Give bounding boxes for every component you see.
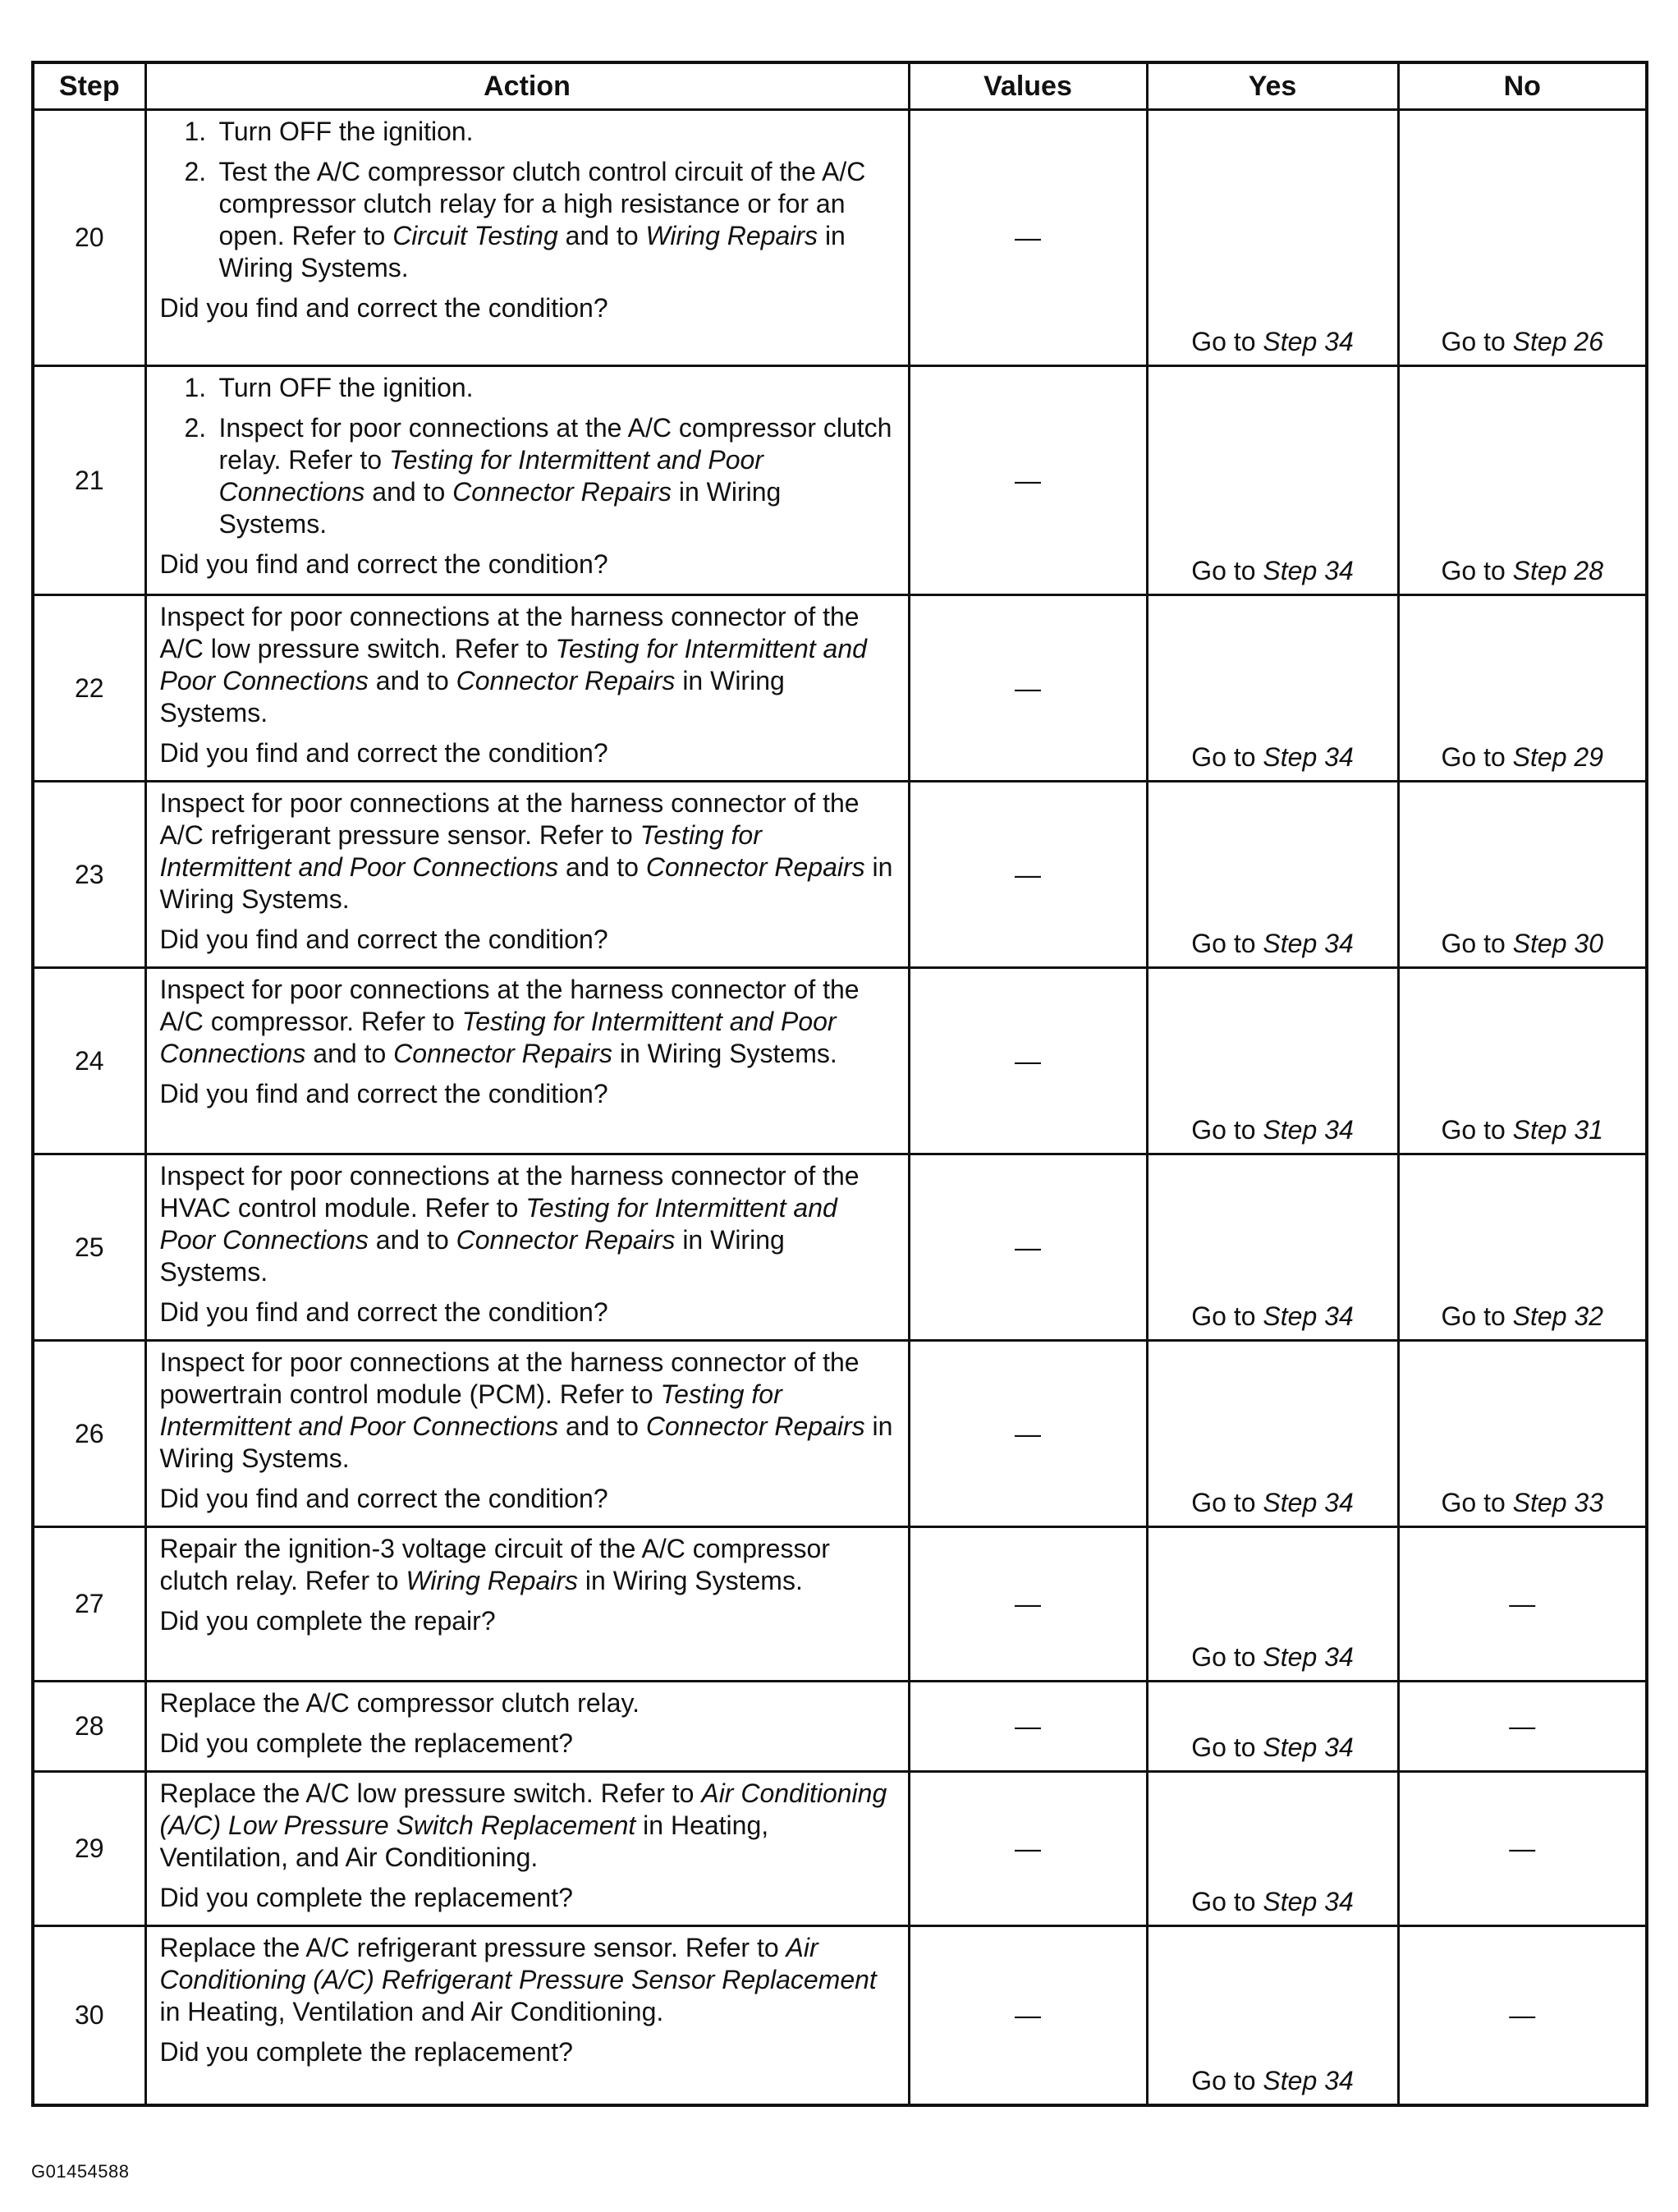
- reference-link-text: Step 34: [1263, 1115, 1354, 1145]
- reference-link-text: Connector Repairs: [645, 852, 865, 882]
- action-cell: [145, 595, 909, 782]
- text-segment: and to: [368, 1225, 456, 1255]
- step-index: 1.: [184, 117, 207, 146]
- text-segment: Go to: [1441, 742, 1513, 772]
- step-index: 2.: [184, 413, 207, 443]
- text-segment: Inspect for poor connections at the harness connector of the A/C low pressure switch. Refer to: [159, 602, 860, 663]
- reference-link-text: Step 31: [1512, 1115, 1603, 1145]
- action-cell: [145, 1772, 909, 1926]
- table-row: [33, 782, 1647, 968]
- values-cell: —: [909, 1527, 1147, 1682]
- text-segment: in Wiring Systems.: [218, 221, 846, 282]
- no-outcome: [1398, 110, 1647, 366]
- action-question: Did you complete the replacement?: [159, 2037, 573, 2067]
- step-instruction: [219, 372, 896, 404]
- no-outcome: [1398, 1341, 1647, 1527]
- text-segment: Go to: [1441, 327, 1513, 356]
- no-outcome: [1398, 595, 1647, 782]
- step-index: 2.: [184, 157, 207, 186]
- values-cell: —: [909, 366, 1147, 595]
- action-cell: [145, 1682, 909, 1772]
- text-segment: Go to: [1191, 742, 1263, 772]
- reference-link-text: Step 28: [1512, 556, 1603, 585]
- header-action: Action: [145, 62, 909, 110]
- text-segment: in Heating, Ventilation, and Air Conditioning.: [159, 1810, 769, 1872]
- action-instruction: [160, 1160, 896, 1288]
- text-segment: Repair the ignition-3 voltage circuit of the A/C compressor clutch relay. Refer to: [159, 1534, 830, 1595]
- text-segment: Inspect for poor connections at the A/C compressor clutch relay. Refer to: [218, 413, 892, 475]
- text-segment: and to: [364, 477, 453, 507]
- action-question: Did you find and correct the condition?: [159, 738, 608, 768]
- no-outcome: —: [1398, 1682, 1647, 1772]
- table-row: [33, 1154, 1647, 1341]
- step-number: 24: [33, 968, 145, 1154]
- table-row: [33, 1682, 1647, 1772]
- text-segment: in Heating, Ventilation and Air Conditioning.: [159, 1997, 664, 2026]
- text-segment: Go to: [1441, 556, 1513, 585]
- text-segment: Test the A/C compressor clutch control circuit of the A/C compressor clutch relay for a high resistance or for an open. Refer to: [218, 157, 866, 250]
- action-cell: [145, 110, 909, 366]
- values-cell: —: [909, 1682, 1147, 1772]
- step-number: 23: [33, 782, 145, 968]
- reference-link-text: Testing for Intermittent and Poor Connections: [159, 1007, 837, 1068]
- action-instruction: [160, 787, 896, 916]
- step-number: 28: [33, 1682, 145, 1772]
- action-instruction: [160, 601, 896, 729]
- yes-outcome: [1147, 1527, 1398, 1682]
- reference-link-text: Connector Repairs: [645, 1411, 865, 1441]
- no-outcome: [1398, 366, 1647, 595]
- action-cell: [145, 366, 909, 595]
- diagnostic-table: [31, 61, 1648, 2107]
- action-cell: [145, 1926, 909, 2105]
- action-question: Did you find and correct the condition?: [159, 549, 608, 579]
- no-outcome: [1398, 782, 1647, 968]
- table-row: [33, 366, 1647, 595]
- text-segment: and to: [305, 1039, 394, 1068]
- header-no: No: [1398, 62, 1647, 110]
- reference-link-text: Air Conditioning (A/C) Low Pressure Switch Replacement: [159, 1778, 887, 1840]
- action-question: Did you find and correct the condition?: [159, 1079, 608, 1108]
- text-segment: Go to: [1441, 1301, 1513, 1331]
- text-segment: Replace the A/C low pressure switch. Refer to: [159, 1778, 702, 1808]
- action-cell: [145, 968, 909, 1154]
- action-question: Did you complete the repair?: [159, 1606, 496, 1636]
- text-segment: Go to: [1191, 2065, 1263, 2095]
- table-row: [33, 1341, 1647, 1527]
- no-outcome: —: [1398, 1772, 1647, 1926]
- text-segment: Go to: [1441, 1115, 1513, 1145]
- action-cell: [145, 1154, 909, 1341]
- action-instruction: [160, 1932, 896, 2028]
- table-row: [33, 110, 1647, 366]
- reference-link-text: Testing for Intermittent and Poor Connections: [159, 1379, 782, 1441]
- reference-link-text: Step 34: [1263, 2065, 1354, 2095]
- action-cell: [145, 1341, 909, 1527]
- reference-link-text: Testing for Intermittent and Poor Connections: [218, 445, 763, 507]
- action-instruction: [160, 1533, 896, 1597]
- table-row: [33, 1926, 1647, 2105]
- text-segment: Turn OFF the ignition.: [218, 117, 474, 146]
- step-number: 30: [33, 1926, 145, 2105]
- text-segment: Inspect for poor connections at the harness connector of the HVAC control module. Refer to: [159, 1161, 860, 1223]
- reference-link-text: Air Conditioning (A/C) Refrigerant Pressure Sensor Replacement: [159, 1933, 877, 1994]
- no-outcome: [1398, 1154, 1647, 1341]
- action-cell: [145, 782, 909, 968]
- reference-link-text: Connector Repairs: [456, 1225, 676, 1255]
- reference-link-text: Connector Repairs: [456, 666, 676, 695]
- yes-outcome: [1147, 1341, 1398, 1527]
- text-segment: Replace the A/C compressor clutch relay.: [159, 1688, 640, 1718]
- action-question: Did you complete the replacement?: [159, 1728, 573, 1758]
- reference-link-text: Connector Repairs: [393, 1039, 612, 1068]
- step-number: 27: [33, 1527, 145, 1682]
- text-segment: Inspect for poor connections at the harness connector of the powertrain control module (PCM). Refer to: [159, 1347, 860, 1409]
- header-row: [33, 62, 1647, 110]
- action-question: Did you find and correct the condition?: [159, 925, 608, 954]
- no-outcome: —: [1398, 1926, 1647, 2105]
- reference-link-text: Step 34: [1263, 327, 1354, 356]
- text-segment: in Wiring Systems.: [218, 477, 782, 539]
- numbered-step: [160, 412, 896, 540]
- action-instruction: [160, 1778, 896, 1874]
- reference-link-text: Step 34: [1263, 1642, 1354, 1672]
- table-row: [33, 595, 1647, 782]
- step-number: 25: [33, 1154, 145, 1341]
- text-segment: and to: [558, 852, 646, 882]
- step-instruction: [219, 116, 896, 148]
- yes-outcome: [1147, 1682, 1398, 1772]
- values-cell: —: [909, 1926, 1147, 2105]
- reference-link-text: Step 34: [1263, 1732, 1354, 1762]
- action-cell: [145, 1527, 909, 1682]
- reference-link-text: Testing for Intermittent and Poor Connections: [159, 634, 867, 695]
- yes-outcome: [1147, 1926, 1398, 2105]
- step-number: 21: [33, 366, 145, 595]
- text-segment: and to: [368, 666, 456, 695]
- action-instruction: [160, 1687, 896, 1719]
- action-question: Did you find and correct the condition?: [159, 1297, 608, 1327]
- action-question: Did you find and correct the condition?: [159, 1484, 608, 1513]
- values-cell: —: [909, 595, 1147, 782]
- step-index: 1.: [184, 373, 207, 402]
- text-segment: Go to: [1191, 1115, 1263, 1145]
- reference-link-text: Step 33: [1512, 1488, 1603, 1517]
- reference-link-text: Step 34: [1263, 742, 1354, 772]
- text-segment: in Wiring Systems.: [578, 1566, 803, 1595]
- text-segment: Turn OFF the ignition.: [218, 373, 474, 402]
- action-instruction: [160, 974, 896, 1070]
- reference-link-text: Step 32: [1512, 1301, 1603, 1331]
- values-cell: —: [909, 782, 1147, 968]
- text-segment: and to: [557, 221, 646, 250]
- table-body: [33, 110, 1647, 2105]
- text-segment: Go to: [1191, 1732, 1263, 1762]
- reference-link-text: Testing for Intermittent and Poor Connections: [159, 1193, 837, 1255]
- reference-link-text: Step 34: [1263, 1887, 1354, 1916]
- yes-outcome: [1147, 595, 1398, 782]
- reference-link-text: Connector Repairs: [452, 477, 672, 507]
- yes-outcome: [1147, 1772, 1398, 1926]
- step-number: 20: [33, 110, 145, 366]
- text-segment: Go to: [1191, 1488, 1263, 1517]
- reference-link-text: Step 34: [1263, 1301, 1354, 1331]
- step-number: 26: [33, 1341, 145, 1527]
- text-segment: Inspect for poor connections at the harness connector of the A/C compressor. Refer to: [159, 975, 860, 1036]
- step-instruction: [219, 156, 896, 284]
- header-yes: Yes: [1147, 62, 1398, 110]
- text-segment: in Wiring Systems.: [159, 666, 785, 727]
- reference-link-text: Wiring Repairs: [406, 1566, 579, 1595]
- reference-link-text: Step 34: [1263, 556, 1354, 585]
- figure-id: G01454588: [31, 2161, 130, 2182]
- yes-outcome: [1147, 968, 1398, 1154]
- text-segment: Replace the A/C refrigerant pressure sensor. Refer to: [159, 1933, 786, 1962]
- action-instruction: [160, 1347, 896, 1475]
- text-segment: and to: [558, 1411, 646, 1441]
- text-segment: Go to: [1191, 1887, 1263, 1916]
- text-segment: Go to: [1191, 556, 1263, 585]
- values-cell: —: [909, 968, 1147, 1154]
- table-row: [33, 1772, 1647, 1926]
- text-segment: in Wiring Systems.: [159, 852, 893, 914]
- reference-link-text: Step 29: [1512, 742, 1603, 772]
- yes-outcome: [1147, 110, 1398, 366]
- values-cell: —: [909, 1772, 1147, 1926]
- yes-outcome: [1147, 782, 1398, 968]
- text-segment: in Wiring Systems.: [159, 1411, 893, 1473]
- step-instruction: [219, 412, 896, 540]
- step-number: 22: [33, 595, 145, 782]
- yes-outcome: [1147, 1154, 1398, 1341]
- text-segment: in Wiring Systems.: [159, 1225, 785, 1287]
- no-outcome: —: [1398, 1527, 1647, 1682]
- text-segment: Go to: [1191, 327, 1263, 356]
- reference-link-text: Step 34: [1263, 1488, 1354, 1517]
- reference-link-text: Step 30: [1512, 929, 1603, 958]
- values-cell: —: [909, 1154, 1147, 1341]
- no-outcome: [1398, 968, 1647, 1154]
- yes-outcome: [1147, 366, 1398, 595]
- header-step: Step: [33, 62, 145, 110]
- text-segment: in Wiring Systems.: [612, 1039, 837, 1068]
- text-segment: Go to: [1191, 1642, 1263, 1672]
- text-segment: Go to: [1441, 1488, 1513, 1517]
- numbered-step: [160, 116, 896, 148]
- numbered-step: [160, 372, 896, 404]
- action-question: Did you find and correct the condition?: [159, 293, 608, 323]
- values-cell: —: [909, 110, 1147, 366]
- text-segment: Go to: [1191, 929, 1263, 958]
- text-segment: Go to: [1441, 929, 1513, 958]
- text-segment: Go to: [1191, 1301, 1263, 1331]
- values-cell: —: [909, 1341, 1147, 1527]
- reference-link-text: Step 34: [1263, 929, 1354, 958]
- reference-link-text: Testing for Intermittent and Poor Connections: [159, 820, 762, 882]
- reference-link-text: Circuit Testing: [392, 221, 558, 250]
- table-row: [33, 1527, 1647, 1682]
- text-segment: Inspect for poor connections at the harness connector of the A/C refrigerant pressure sensor. Refer to: [159, 788, 860, 850]
- action-question: Did you complete the replacement?: [159, 1883, 573, 1912]
- reference-link-text: Wiring Repairs: [645, 221, 818, 250]
- header-values: Values: [909, 62, 1147, 110]
- step-number: 29: [33, 1772, 145, 1926]
- reference-link-text: Step 26: [1512, 327, 1603, 356]
- numbered-step: [160, 156, 896, 284]
- table-row: [33, 968, 1647, 1154]
